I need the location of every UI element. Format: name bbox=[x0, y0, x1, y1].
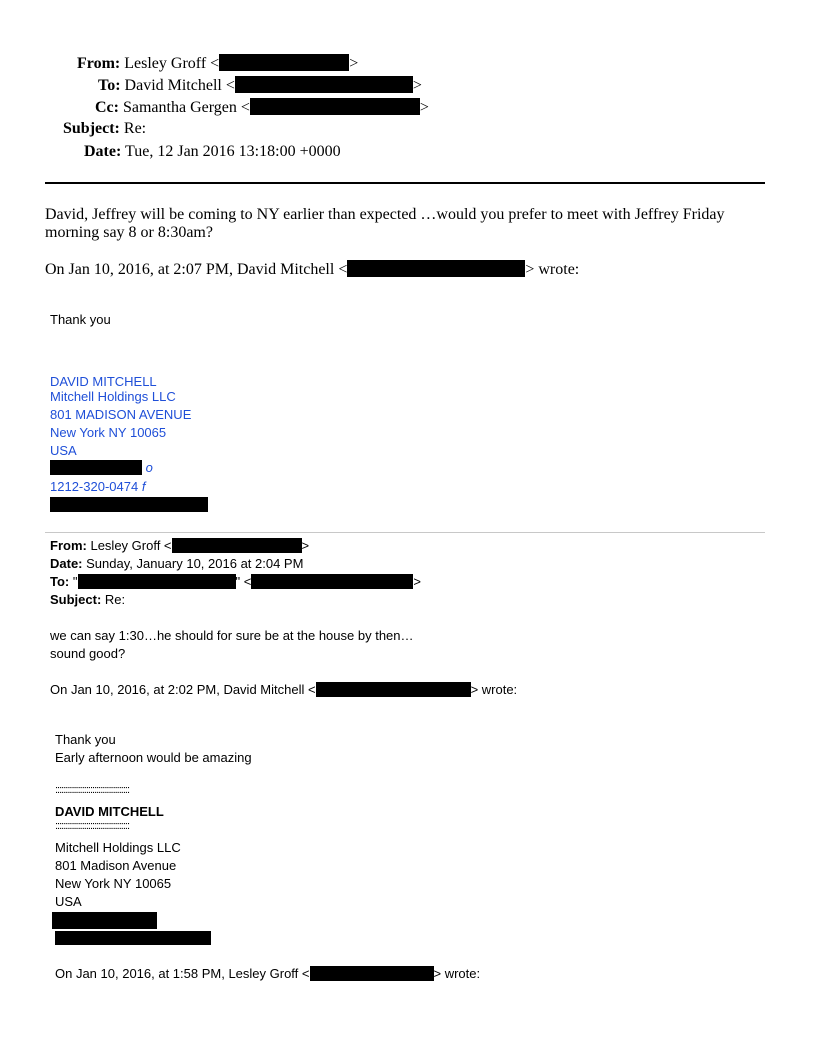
quoted-line-1: we can say 1:30…he should for sure be at the house by then… bbox=[50, 628, 414, 643]
cc-name: Samantha Gergen bbox=[122, 99, 237, 116]
angle-close: > bbox=[413, 574, 421, 589]
sig-office-row bbox=[50, 460, 153, 475]
sig-dots-bottom: :::::::::::::::::::::::::::::::::::: bbox=[55, 820, 130, 832]
office-suffix: o bbox=[145, 460, 153, 475]
sig-name: DAVID MITCHELL bbox=[50, 374, 157, 389]
quoted-line-2: sound good? bbox=[50, 646, 126, 661]
redacted-email bbox=[235, 76, 413, 93]
from-label: From: bbox=[77, 55, 121, 72]
header-from-row bbox=[77, 54, 358, 73]
fax-suffix: f bbox=[141, 479, 146, 494]
plain-sig-company: Mitchell Holdings LLC bbox=[55, 840, 181, 855]
redacted-phone bbox=[52, 912, 157, 929]
header-date-row bbox=[84, 143, 341, 161]
quoted-intro bbox=[50, 682, 517, 697]
quoted-intro-suffix: > wrote: bbox=[470, 682, 518, 697]
subject-value: Re: bbox=[123, 120, 147, 137]
quoted-subject-value: Re: bbox=[104, 592, 126, 607]
quoted-from-name: Lesley Groff < bbox=[90, 538, 172, 553]
redacted-email bbox=[316, 682, 471, 697]
redacted-line bbox=[55, 931, 211, 945]
subject-label: Subject: bbox=[63, 120, 120, 137]
header-to-row bbox=[98, 76, 422, 95]
final-intro-prefix: On Jan 10, 2016, at 1:58 PM, Lesley Groff < bbox=[55, 966, 310, 981]
redacted-email bbox=[219, 54, 349, 71]
redacted-email bbox=[347, 260, 525, 277]
quoted-date-value: Sunday, January 10, 2016 at 2:04 PM bbox=[86, 556, 304, 571]
quoted-to-open: " bbox=[72, 574, 78, 589]
angle-close: > bbox=[349, 55, 359, 72]
plain-sig-address2: New York NY 10065 bbox=[55, 876, 172, 891]
angle-open: < bbox=[225, 77, 235, 94]
to-name: David Mitchell bbox=[124, 77, 222, 94]
redacted-email bbox=[250, 98, 420, 115]
quoted-divider bbox=[45, 532, 765, 533]
date-label: Date: bbox=[84, 143, 122, 160]
sig-address2: New York NY 10065 bbox=[50, 425, 167, 440]
plain-sig-name: DAVID MITCHELL bbox=[55, 804, 164, 819]
quoted-intro-prefix: On Jan 10, 2016, at 2:02 PM, David Mitchell < bbox=[50, 682, 316, 697]
from-name: Lesley Groff bbox=[124, 55, 207, 72]
redacted-name bbox=[78, 574, 236, 589]
sig-country: USA bbox=[50, 443, 77, 458]
cc-label: Cc: bbox=[95, 99, 119, 116]
sig-dots-top: :::::::::::::::::::::::::::::::::::: bbox=[55, 784, 130, 796]
message-line-2: morning say 8 or 8:30am? bbox=[45, 224, 213, 241]
angle-open: < bbox=[210, 55, 220, 72]
sig-company: Mitchell Holdings LLC bbox=[50, 389, 176, 404]
sig-fax-row bbox=[50, 479, 145, 494]
reply-line-1: Thank you bbox=[55, 732, 116, 747]
quoted-date-row bbox=[50, 556, 303, 571]
quoted-from-label: From: bbox=[50, 538, 87, 553]
quote-intro bbox=[45, 260, 579, 279]
angle-open: < bbox=[240, 99, 250, 116]
header-cc-row bbox=[95, 98, 429, 117]
quoted-from-row bbox=[50, 538, 309, 553]
message-line-1: David, Jeffrey will be coming to NY earlier than expected …would you prefer to meet with Jeffrey Friday bbox=[45, 206, 725, 223]
redacted-line bbox=[50, 497, 208, 512]
plain-sig-country: USA bbox=[55, 894, 82, 909]
angle-close: > bbox=[301, 538, 310, 553]
sig-address1: 801 MADISON AVENUE bbox=[50, 407, 192, 422]
redacted-phone bbox=[50, 460, 142, 475]
quoted-subject-row bbox=[50, 592, 125, 607]
quoted-to-close: " < bbox=[235, 574, 252, 589]
date-value: Tue, 12 Jan 2016 13:18:00 +0000 bbox=[125, 143, 341, 160]
plain-sig-address1: 801 Madison Avenue bbox=[55, 858, 177, 873]
quoted-date-label: Date: bbox=[50, 556, 83, 571]
quote-intro-prefix: On Jan 10, 2016, at 2:07 PM, David Mitchell < bbox=[45, 261, 348, 278]
header-subject-row bbox=[63, 120, 146, 138]
redacted-email bbox=[172, 538, 302, 553]
reply-line-2: Early afternoon would be amazing bbox=[55, 750, 252, 765]
quote-intro-suffix: > wrote: bbox=[525, 261, 580, 278]
header-divider bbox=[45, 182, 765, 184]
redacted-email bbox=[310, 966, 434, 981]
fax-number: 1212-320-0474 bbox=[50, 479, 139, 494]
angle-close: > bbox=[412, 77, 422, 94]
thank-you-text: Thank you bbox=[50, 312, 111, 327]
quoted-subject-label: Subject: bbox=[50, 592, 102, 607]
final-intro-suffix: > wrote: bbox=[433, 966, 481, 981]
final-intro bbox=[55, 966, 480, 981]
angle-close: > bbox=[419, 99, 429, 116]
to-label: To: bbox=[98, 77, 121, 94]
quoted-to-row bbox=[50, 574, 421, 589]
redacted-email bbox=[251, 574, 413, 589]
quoted-to-label: To: bbox=[50, 574, 70, 589]
